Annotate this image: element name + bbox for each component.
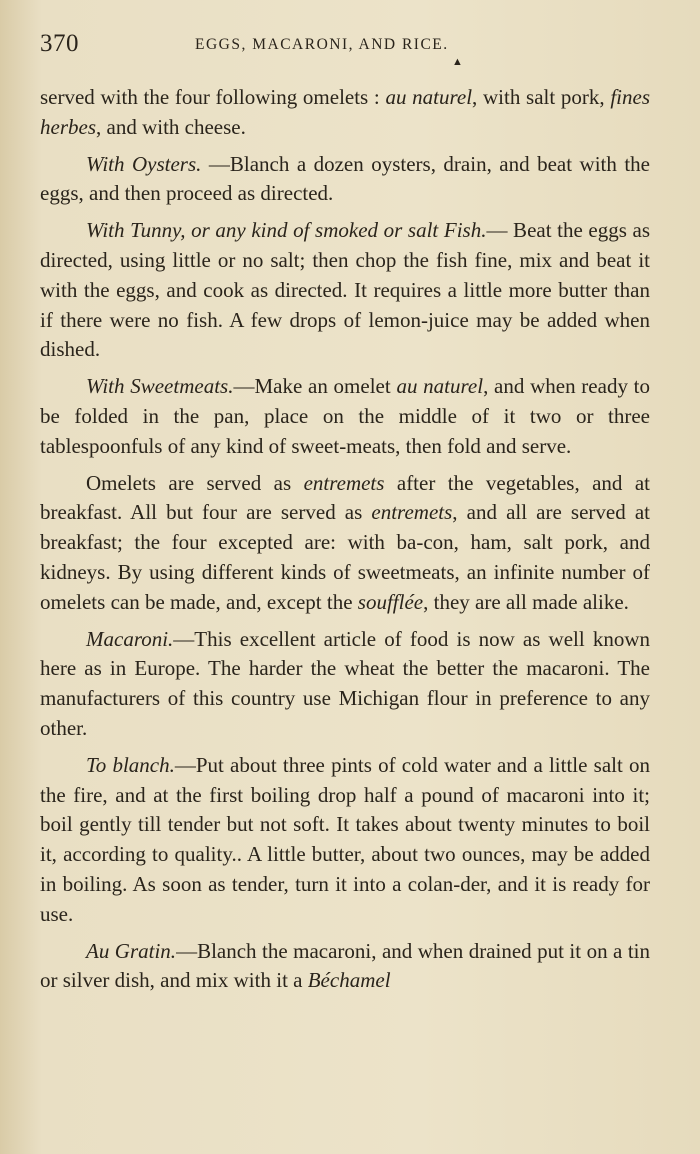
printer-mark: ▲ — [452, 56, 463, 68]
text-run: , they are all made alike. — [423, 589, 629, 614]
text-run: , and when ready to be folded in the pan, place on the middle of it two or three tablespoonfuls of any kind of sweet-meats, then fold and serve. — [40, 374, 651, 458]
text-run: Omelets are served as — [86, 470, 304, 495]
italic-phrase: au naturel — [396, 374, 484, 399]
italic-phrase: entremets — [303, 470, 385, 495]
paragraph — [40, 469, 650, 618]
text-run: —Put about three pints of cold water and a little salt on the fire, and at the first boiling drop half a pound of macaroni into it; boil gently till tender but not soft. It takes about twenty minutes to boil it, according to quality.. A little butter, about two ounces, may be added in boiling. As soon as tender, turn it into a colan-der, and it is ready for use. — [40, 752, 650, 926]
text-run: — Beat the eggs as directed, using little or no salt; then chop the fish fine, mix and beat it with the eggs, and cook as directed. It requires a little more butter than if there were no fish. A few drops of lemon-juice may be added when dished. — [40, 218, 651, 362]
italic-phrase: entremets — [371, 500, 453, 525]
text-run: —Make an omelet — [233, 374, 397, 399]
paragraph — [40, 625, 650, 744]
paragraph — [40, 150, 650, 210]
paragraph — [40, 83, 650, 143]
paragraph — [40, 372, 650, 461]
paragraph-heading: To blanch. — [86, 752, 175, 777]
text-run: served with the four following omelets : — [40, 85, 386, 109]
paragraph-heading: With Tunny, or any kind of smoked or salt Fish. — [86, 218, 487, 243]
italic-phrase: au naturel — [385, 85, 473, 109]
text-run: —This excellent article of food is now as well known here as in Europe. The harder the wheat the better the macaroni. The manufacturers of this country use Michigan flour in preference to any other. — [40, 626, 650, 740]
running-title: EGGS, MACARONI, AND RICE. — [195, 36, 449, 53]
page-number: 370 — [40, 30, 79, 57]
paragraph-heading: With Sweetmeats. — [86, 374, 234, 399]
paragraph — [40, 216, 650, 365]
italic-phrase: Béchamel — [307, 968, 391, 993]
paragraph-heading: Macaroni. — [86, 626, 174, 651]
page-body — [40, 83, 650, 1003]
italic-phrase: fines herbes — [40, 85, 650, 139]
page-header — [40, 30, 660, 68]
text-run: —Blanch the macaroni, and when drained put it on a tin or silver dish, and mix with it a — [40, 938, 650, 993]
italic-phrase: soufflée — [357, 589, 424, 614]
paragraph-heading: Au Gratin. — [86, 938, 177, 963]
paragraph-heading: With Oysters. — [86, 151, 202, 176]
text-run: after the vegetables, and at breakfast. All but four are served as — [40, 470, 650, 525]
paragraph — [40, 751, 650, 930]
text-run: , and all are served at breakfast; the four excepted are: with ba-con, ham, salt pork, and kidneys. By using different kinds of sweetmeats, an infinite number of omelets can be made, and, except the — [40, 500, 650, 614]
text-run: —Blanch a dozen oysters, drain, and beat with the eggs, and then proceed as directed. — [40, 151, 650, 206]
paragraph — [40, 937, 650, 997]
text-run: , and with cheese. — [96, 114, 246, 139]
text-run: , with salt pork, — [472, 85, 611, 109]
